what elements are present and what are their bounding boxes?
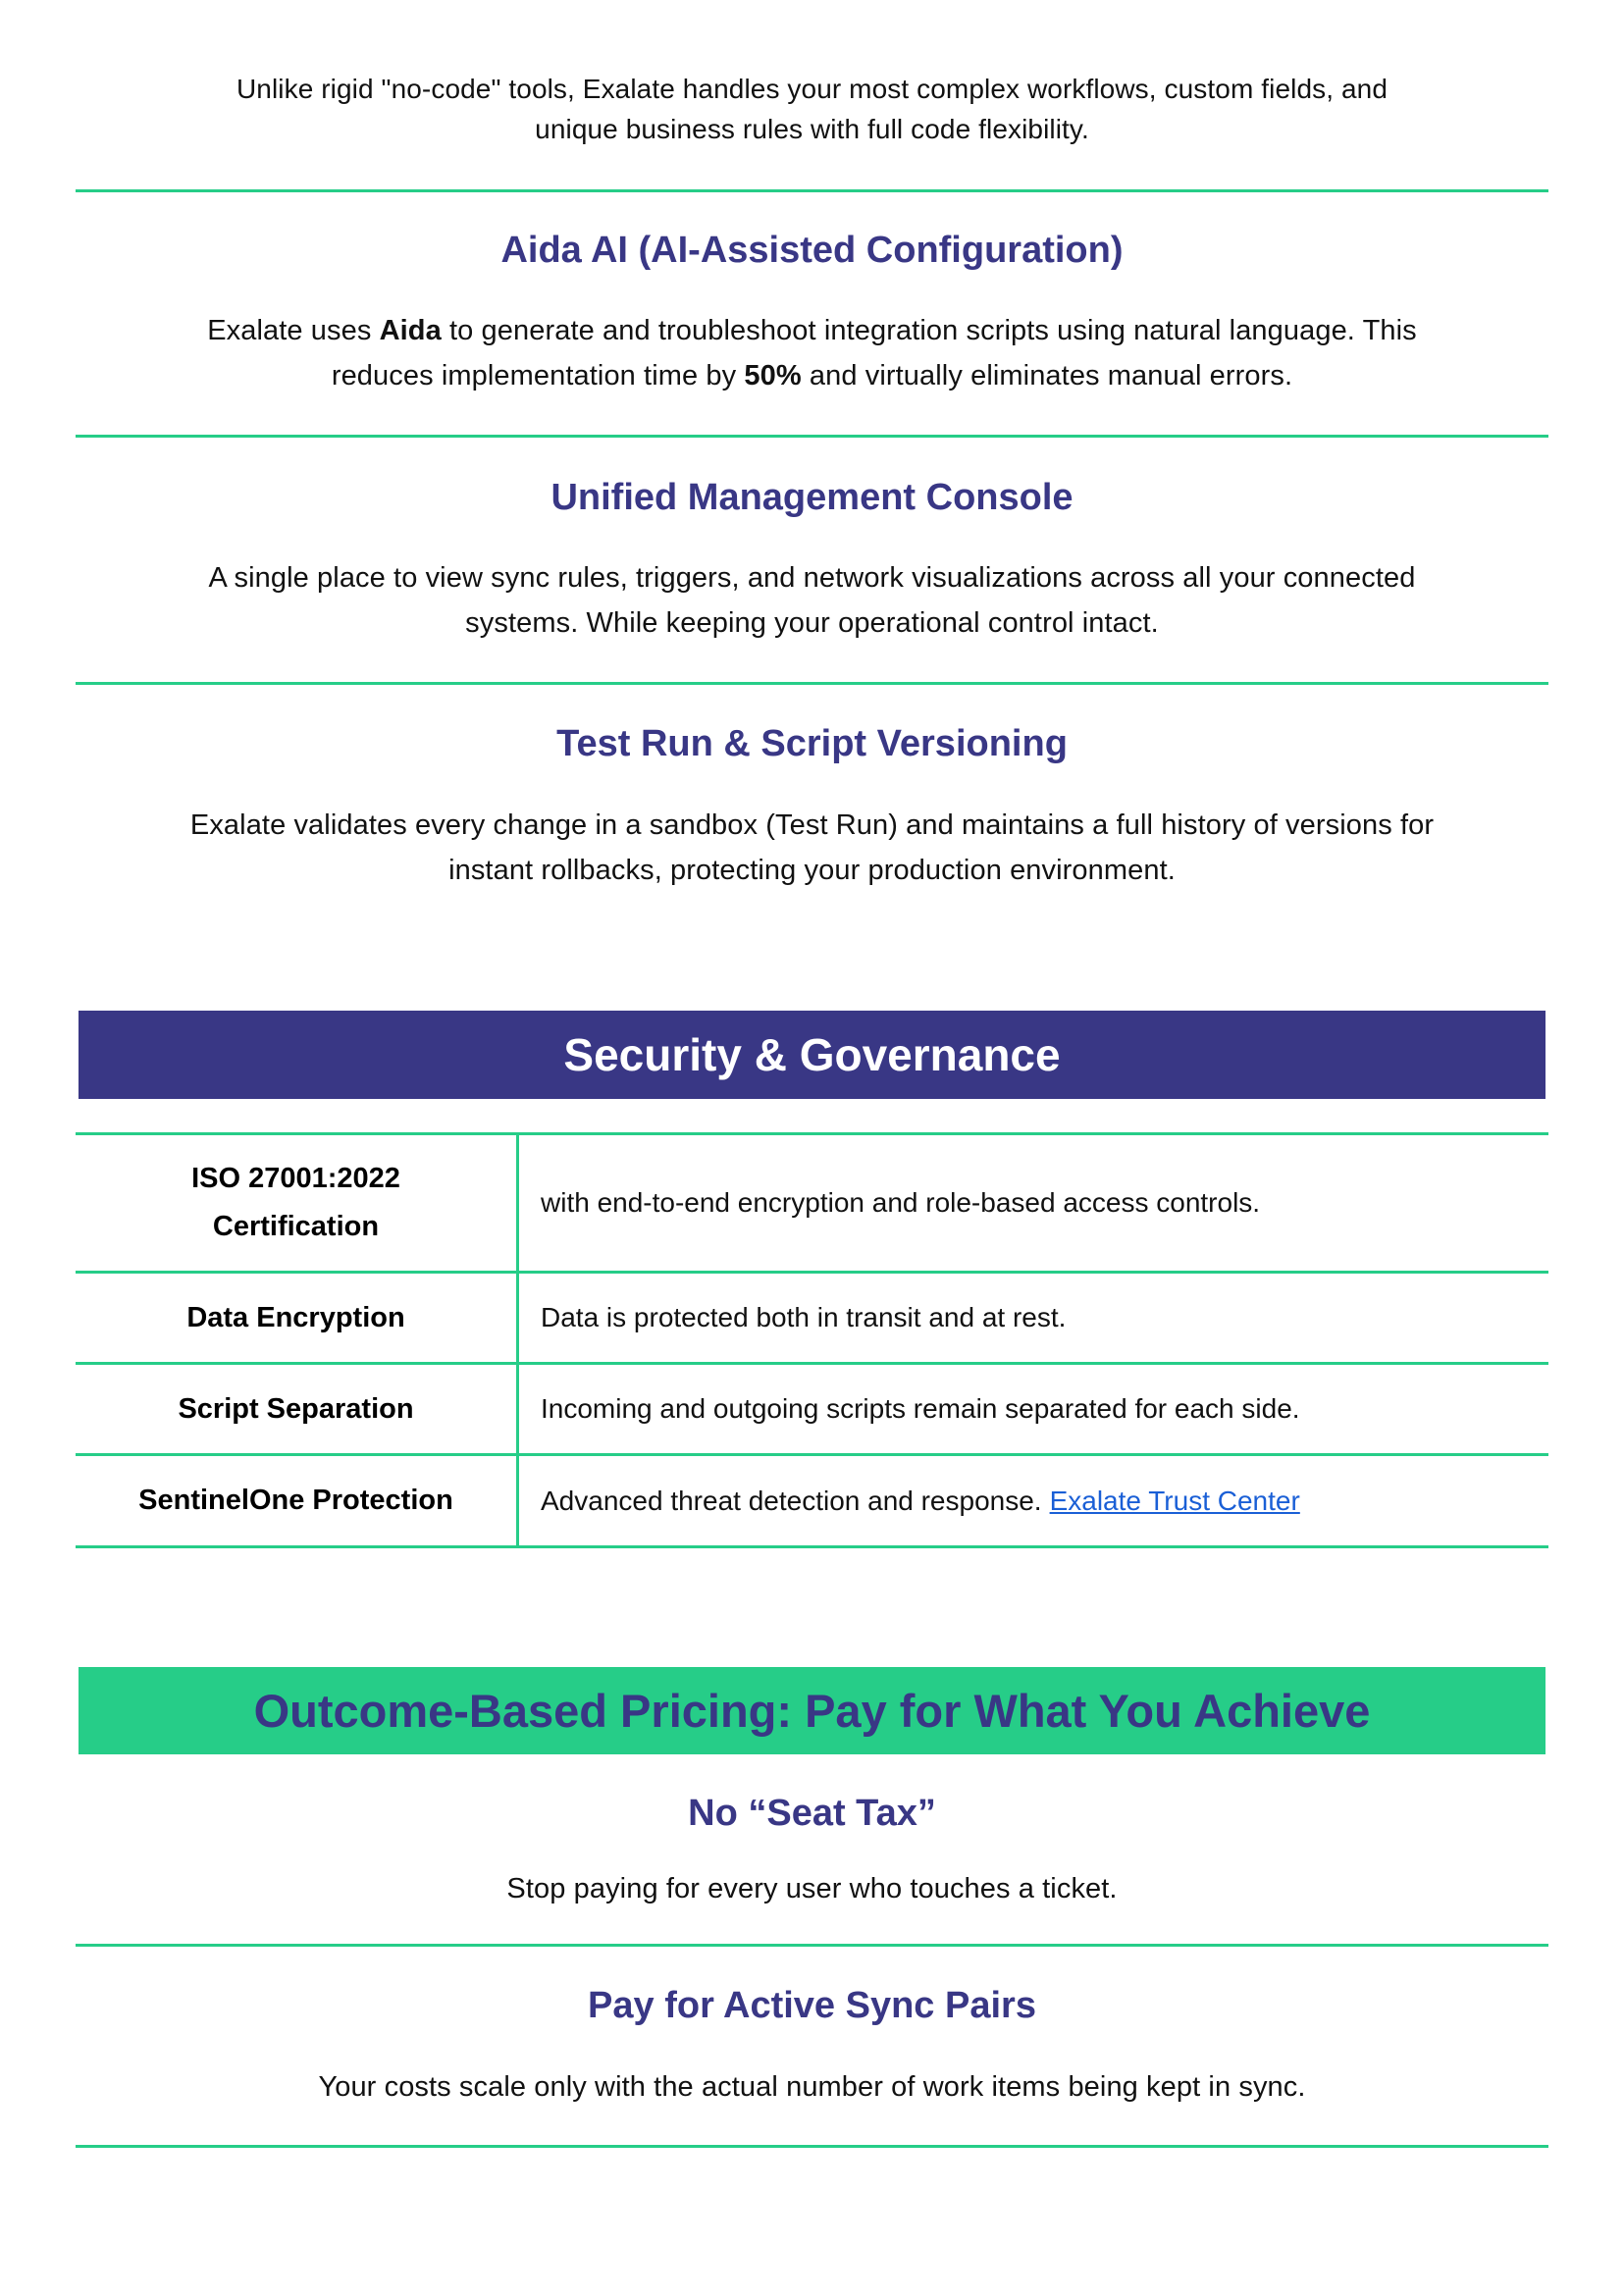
feature-text-line — [76, 353, 1548, 398]
table-cell-description: with end-to-end encryption and role-based access controls. — [541, 1187, 1261, 1218]
section-divider — [76, 1944, 1548, 1947]
table-cell-label: SentinelOne Protection — [76, 1456, 519, 1545]
feature-text-console — [76, 555, 1548, 646]
table-cell-description — [519, 1456, 1548, 1545]
feature-text-line: A single place to view sync rules, triggers, and network visualizations across all your connected — [208, 562, 1416, 594]
table-cell-description: Data is protected both in transit and at rest. — [541, 1302, 1067, 1332]
label-line: ISO 27001:2022 — [191, 1163, 400, 1194]
bold-percentage: 50% — [744, 360, 802, 391]
intro-paragraph — [76, 69, 1548, 149]
pricing-item-text: Your costs scale only with the actual number of work items being kept in sync. — [318, 2071, 1306, 2103]
label-line: Certification — [212, 1211, 380, 1242]
section-divider — [76, 189, 1548, 192]
pricing-title: Outcome-Based Pricing: Pay for What You Achieve — [253, 1685, 1371, 1737]
trust-center-link[interactable]: Exalate Trust Center — [1049, 1485, 1300, 1516]
table-cell-label: Data Encryption — [76, 1274, 519, 1362]
text-segment: reduces implementation time by — [331, 360, 745, 391]
pricing-item-text: Stop paying for every user who touches a ticket. — [506, 1873, 1118, 1904]
table-row — [76, 1132, 1548, 1271]
table-row — [76, 1453, 1548, 1548]
table-cell-label: Script Separation — [76, 1365, 519, 1453]
table-row — [76, 1362, 1548, 1453]
table-row — [76, 1271, 1548, 1362]
feature-title-test-run: Test Run & Script Versioning — [556, 723, 1068, 764]
intro-line-1: Unlike rigid "no-code" tools, Exalate handles your most complex workflows, custom fields, and — [236, 74, 1388, 104]
feature-text-test-run — [76, 803, 1548, 893]
feature-text-line: instant rollbacks, protecting your production environment. — [448, 855, 1176, 886]
pricing-section-header — [79, 1667, 1545, 1754]
text-segment: Exalate uses — [207, 315, 380, 346]
security-table — [76, 1132, 1548, 1548]
section-divider — [76, 435, 1548, 438]
table-cell-description: Incoming and outgoing scripts remain separated for each side. — [541, 1393, 1300, 1424]
description-text: Advanced threat detection and response. — [541, 1485, 1042, 1516]
security-title: Security & Governance — [563, 1029, 1061, 1080]
pricing-item-title: No “Seat Tax” — [688, 1793, 936, 1834]
text-segment: to generate and troubleshoot integration scripts using natural language. This — [441, 315, 1417, 346]
table-cell-label — [76, 1135, 519, 1271]
section-divider — [76, 2145, 1548, 2148]
section-divider — [76, 682, 1548, 685]
feature-text-line: Exalate validates every change in a sandbox (Test Run) and maintains a full history of versions for — [189, 809, 1435, 841]
feature-text-aida — [76, 308, 1548, 398]
feature-text-line: systems. While keeping your operational control intact. — [465, 607, 1159, 639]
security-section-header — [79, 1011, 1545, 1099]
feature-text-line — [76, 308, 1548, 353]
text-segment: and virtually eliminates manual errors. — [801, 360, 1293, 391]
pricing-item-title: Pay for Active Sync Pairs — [588, 1985, 1036, 2026]
feature-title-console: Unified Management Console — [550, 477, 1074, 518]
feature-title-aida: Aida AI (AI-Assisted Configuration) — [500, 230, 1124, 271]
bold-aida: Aida — [379, 315, 442, 346]
intro-line-2: unique business rules with full code flexibility. — [535, 114, 1089, 144]
